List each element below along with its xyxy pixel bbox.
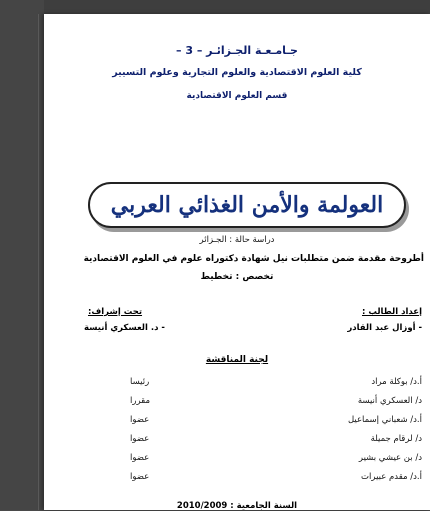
specialty: تخصص : تخطيط bbox=[200, 272, 274, 282]
committee-member-name: د/ لرقام جميلة bbox=[370, 434, 422, 444]
university-name: جـامـعـة الجـزائـر – 3 – bbox=[176, 44, 298, 57]
committee-title: لجنة المناقشة bbox=[205, 355, 269, 365]
committee-member-role: عضوا bbox=[130, 434, 150, 444]
committee-member-role: رئيسا bbox=[130, 377, 150, 387]
viewer-top-bar bbox=[0, 0, 430, 14]
committee-member-name: أ.د/ مقدم عبيرات bbox=[361, 472, 422, 482]
student-name: - أوزال عبد القادر bbox=[347, 323, 422, 333]
committee-member-name: د/ العسكري أنيسة bbox=[357, 396, 422, 406]
committee-member-role: عضوا bbox=[130, 472, 150, 482]
department-name: قسم العلوم الاقتصادية bbox=[186, 91, 288, 101]
committee-member-name: أ.د/ شعباني إسماعيل bbox=[347, 415, 422, 425]
case-study: دراسة حالة : الجـزائر bbox=[199, 235, 275, 245]
thesis-title: العولمة والأمن الغذائي العربي bbox=[110, 192, 384, 218]
committee-member-name: د/ بن عيشي بشير bbox=[358, 453, 422, 463]
committee-member-role: عضوا bbox=[130, 453, 150, 463]
academic-year: السنة الجامعية : 2010/2009 bbox=[176, 501, 298, 511]
committee-member-name: أ.د/ بوكلة مراد bbox=[371, 377, 422, 387]
viewer-divider bbox=[38, 14, 39, 510]
supervisor-label: تحت إشراف: bbox=[88, 307, 143, 317]
committee-member-role: عضوا bbox=[130, 415, 150, 425]
supervisor-name: - د. العسكري أنيسة bbox=[84, 323, 165, 333]
faculty-name: كلية العلوم الاقتصادية والعلوم التجارية وعلوم التسيير bbox=[112, 67, 362, 78]
committee-member-role: مقررا bbox=[130, 396, 151, 406]
document-page bbox=[44, 14, 430, 510]
student-label: إعداد الطالب : bbox=[362, 307, 422, 317]
thesis-note: أطروحة مقدمة ضمن متطلبات نيل شهادة دكتوراه علوم في العلوم الاقتصادية bbox=[83, 254, 424, 264]
